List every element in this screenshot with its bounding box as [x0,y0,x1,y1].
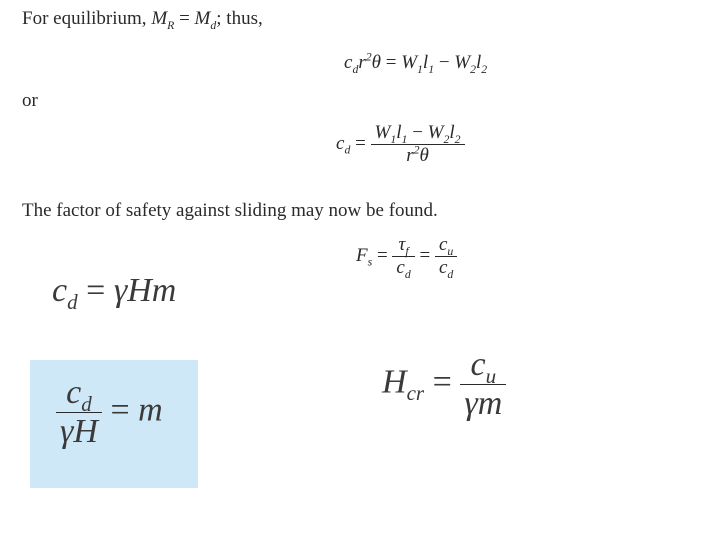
intro-line [22,8,263,30]
equation-critical-height: $H_{cr}$ = $\frac{c_u}{\gamma m}$ [382,346,506,423]
equation-moment-balance: $c_dr^2\theta = W_1l_1 - W_2l_2$ [344,50,488,76]
intro-suffix: ; thus, [216,8,263,29]
factor-of-safety-sentence: The factor of safety against sliding may now be found. [22,200,438,221]
intro-prefix: For equilibrium, [22,8,147,29]
equation-stability-number-form: $c_d = \gamma Hm$ [52,272,177,314]
equals-sign: = [179,8,190,29]
equation-stability-number: $\frac{c_d}{\gamma H}$ = m [56,374,163,451]
or-text: or [22,90,38,111]
fraction: $\frac{W_1l_1 - W_2l_2}{r^2\theta}$ [371,122,465,167]
equation-cohesion-developed: $c_d$ = $\frac{W_1l_1 - W_2l_2}{r^2\theta}$ [336,122,465,167]
moment-driving: $M_d$ [194,8,217,32]
equation-factor-of-safety: $F_s$ = $\frac{\tau_f}{c_d}$ = $\frac{c_u}{c_d}$ [356,234,457,279]
moment-resisting: $M_R$ [151,8,175,32]
